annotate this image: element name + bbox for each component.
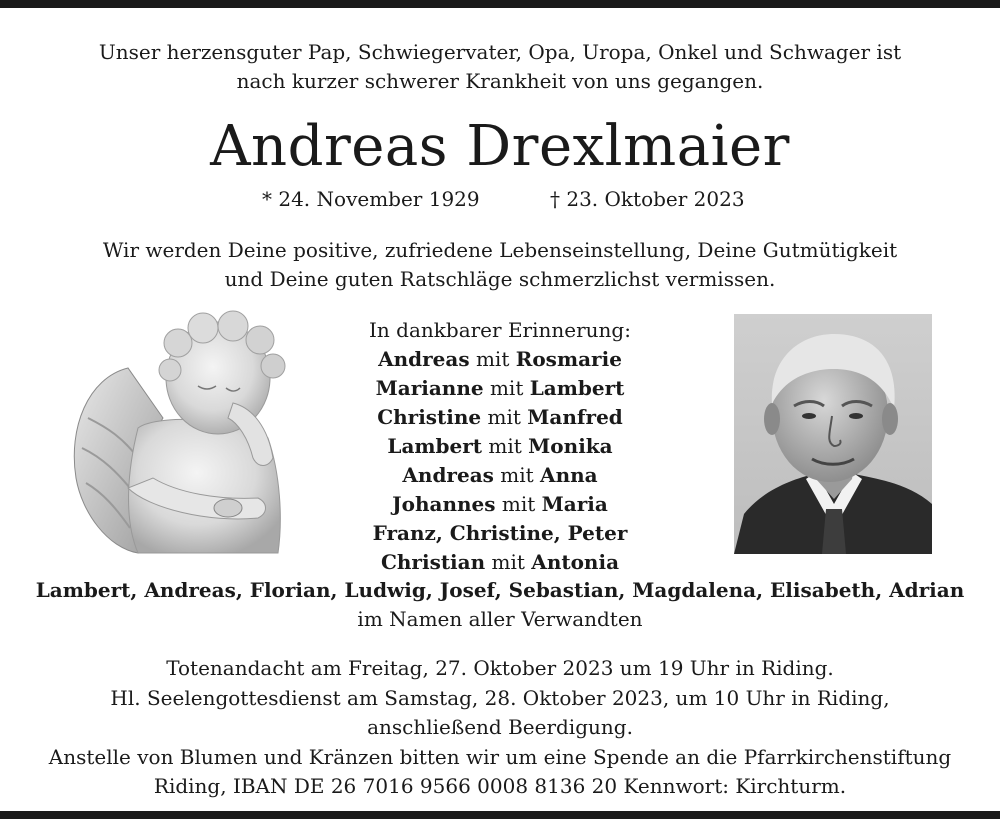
service-info [0,654,1000,802]
family-member: Manfred [527,405,623,429]
family-line [300,432,700,461]
family-connector: mit [493,463,541,487]
family-line [300,490,700,519]
portrait-photo [734,314,932,554]
family-connector: mit [495,492,542,516]
family-member: Marianne [375,376,484,400]
family-member: Anna [540,463,598,487]
family-member: Johannes [392,492,496,516]
service-line-3: anschließend Beerdigung. [367,715,633,739]
family-member: Maria [541,492,608,516]
family-connector: mit [469,347,516,371]
service-line-2: Hl. Seelengottesdienst am Samstag, 28. Oktober 2023, um 10 Uhr in Riding, [110,685,890,710]
family-connector: mit [481,405,528,429]
family-member: Lambert [387,434,483,458]
family-list [300,316,700,577]
family-member: Christine [377,405,482,429]
family-line [300,548,700,577]
family-line [300,519,700,548]
family-member: Franz, Christine, Peter [372,521,628,545]
family-heading: In dankbarer Erinnerung: [369,318,631,342]
death-date: † 23. Oktober 2023 [550,187,745,211]
family-connector: mit [485,550,532,574]
family-line [300,374,700,403]
family-member: Monika [528,434,613,458]
family-line [300,403,700,432]
tribute-text [0,236,1000,294]
grandchildren-line: Lambert, Andreas, Florian, Ludwig, Josef, Sebastian, Magdalena, Elisabeth, Adrian [35,578,965,602]
family-member: Lambert [529,376,625,400]
family-connector: mit [482,434,529,458]
service-line-4: Anstelle von Blumen und Kränzen bitten wir um eine Spende an die Pfarrkirchenstiftung [48,744,952,769]
family-member: Christian [380,550,486,574]
family-member: Rosmarie [515,347,622,371]
family-line [300,345,700,374]
relatives-line: im Namen aller Verwandten [357,607,643,631]
service-line-5: Riding, IBAN DE 26 7016 9566 0008 8136 20 Kennwort: Kirchturm. [153,774,847,798]
tribute-line-2: und Deine guten Ratschläge schmerzlichst vermissen. [224,267,776,291]
intro-text [0,38,1000,96]
family-member: Andreas [402,463,494,487]
birth-date: * 24. November 1929 [262,187,480,211]
family-member: Andreas [378,347,470,371]
service-line-1: Totenandacht am Freitag, 27. Oktober 2023 um 19 Uhr in Riding. [166,656,834,680]
family-member: Antonia [531,550,620,574]
family-line [300,461,700,490]
tribute-line-1: Wir werden Deine positive, zufriedene Lebenseinstellung, Deine Gutmütigkeit [102,238,898,262]
intro-line-2: nach kurzer schwerer Krankheit von uns gegangen. [236,69,764,93]
deceased-name: Andreas Drexlmaier [210,114,790,179]
angel-image [68,308,304,558]
intro-line-1: Unser herzensguter Pap, Schwiegervater, Opa, Uropa, Onkel und Schwager ist [98,40,902,64]
family-connector: mit [483,376,530,400]
